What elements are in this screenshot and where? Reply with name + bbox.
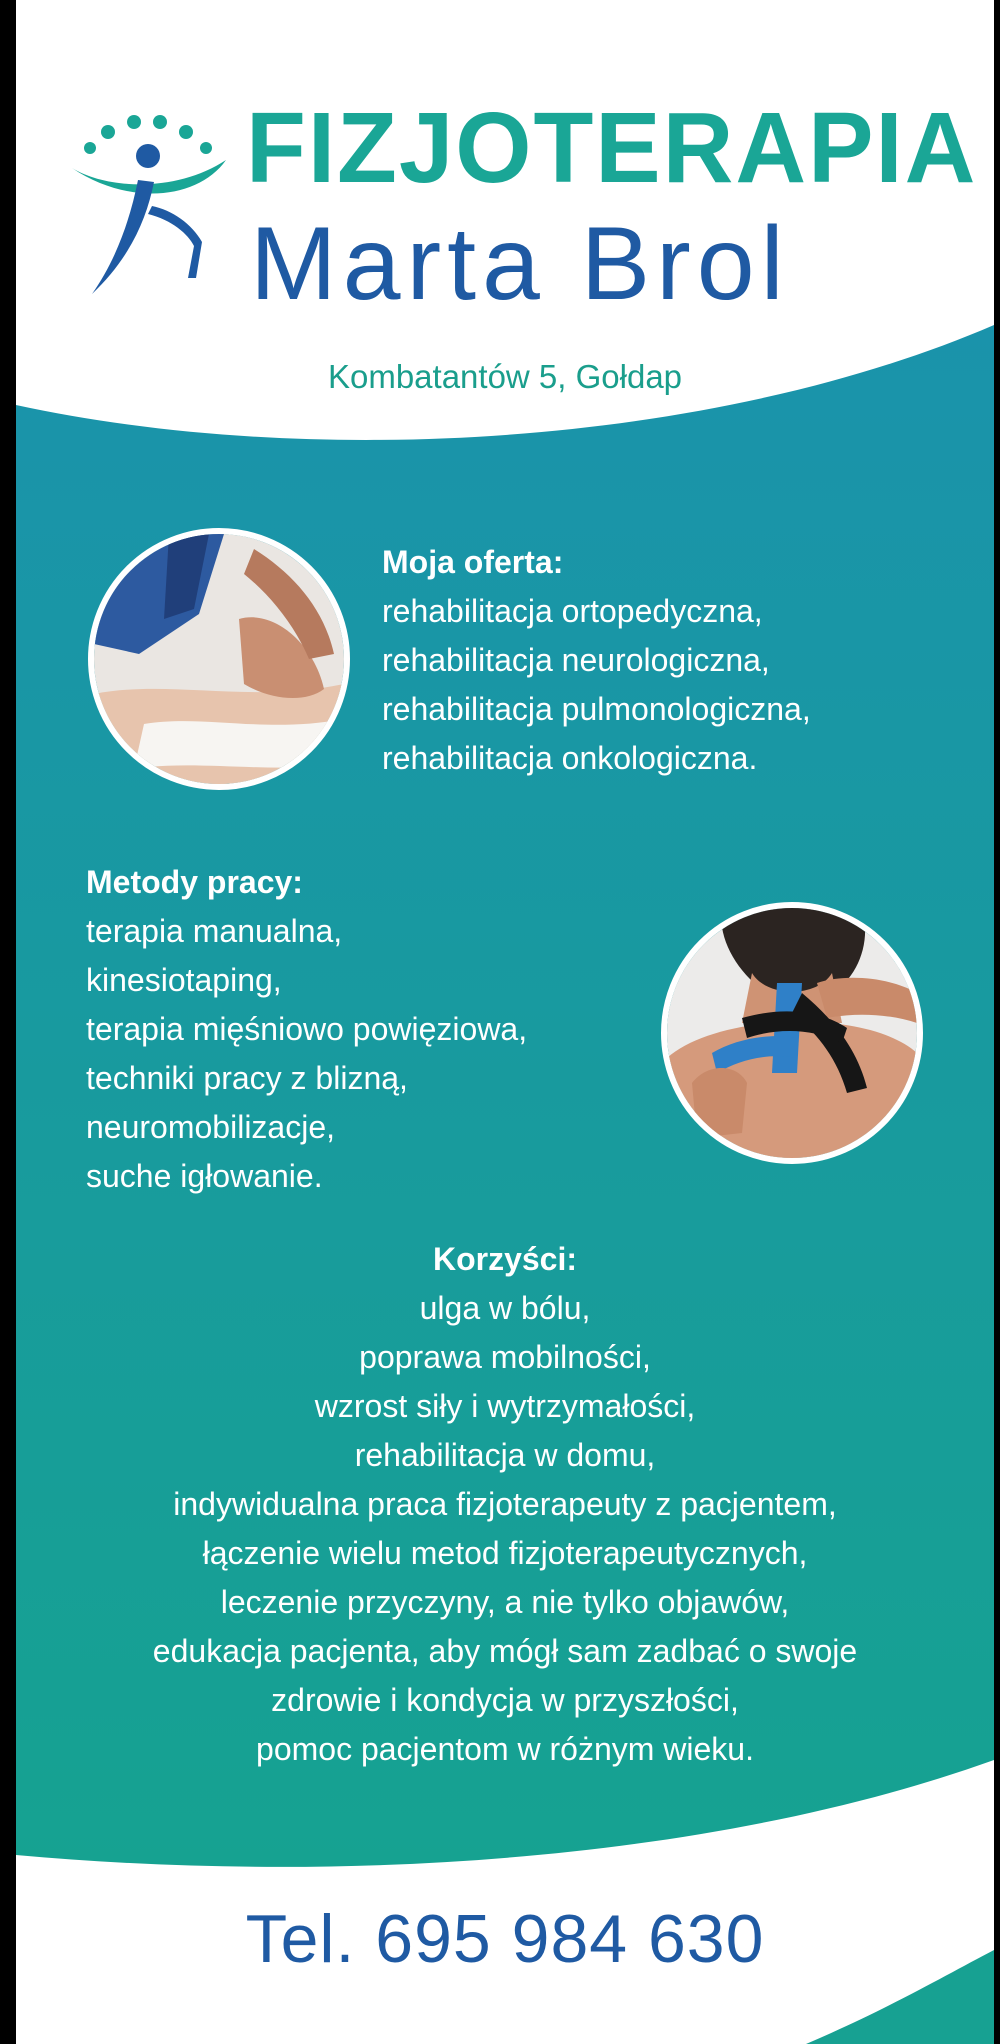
methods-section (86, 858, 527, 1201)
offer-item: rehabilitacja onkologiczna. (382, 740, 758, 776)
offer-item: rehabilitacja ortopedyczna, (382, 593, 763, 629)
brand-name: Marta Brol (250, 206, 790, 322)
methods-item: terapia manualna, (86, 913, 343, 949)
offer-list (382, 587, 811, 783)
kinesiotape-neck-photo (661, 902, 923, 1164)
methods-list (86, 907, 527, 1201)
benefits-item: leczenie przyczyny, a nie tylko objawów, (220, 1584, 790, 1620)
offer-item: rehabilitacja neurologiczna, (382, 642, 770, 678)
benefits-item: łączenie wielu metod fizjoterapeutycznych, (202, 1535, 808, 1571)
massage-photo (88, 528, 350, 790)
benefits-item: wzrost siły i wytrzymałości, (314, 1388, 696, 1424)
phone-number[interactable]: Tel. 695 984 630 (245, 1901, 765, 1977)
methods-item: techniki pracy z blizną, (86, 1060, 408, 1096)
offer-section (382, 538, 811, 783)
methods-item: terapia mięśniowo powięziowa, (86, 1011, 528, 1047)
offer-item: rehabilitacja pulmonologiczna, (382, 691, 811, 727)
benefits-item: ulga w bólu, (419, 1290, 591, 1326)
benefits-item: indywidualna praca fizjoterapeuty z pacjentem, (173, 1486, 837, 1522)
methods-item: kinesiotaping, (86, 962, 282, 998)
benefits-item: edukacja pacjenta, aby mógł sam zadbać o swoje (152, 1633, 858, 1669)
benefits-item: pomoc pacjentom w różnym wieku. (256, 1731, 754, 1767)
physiotherapy-figure-logo-icon (68, 110, 238, 300)
brand-title: FIZJOTERAPIA (246, 92, 978, 204)
address: Kombatantów 5, Gołdap (327, 358, 683, 395)
benefits-heading: Korzyści: (432, 1241, 578, 1277)
methods-item: suche igłowanie. (86, 1158, 323, 1194)
benefits-list (16, 1284, 994, 1774)
methods-item: neuromobilizacje, (86, 1109, 336, 1145)
methods-heading: Metody pracy: (86, 864, 303, 900)
benefits-item: zdrowie i kondycja w przyszłości, (271, 1682, 739, 1718)
benefits-item: rehabilitacja w domu, (354, 1437, 656, 1473)
benefits-item: poprawa mobilności, (359, 1339, 651, 1375)
flyer (16, 0, 994, 2044)
offer-heading: Moja oferta: (382, 544, 564, 580)
benefits-section (16, 1235, 994, 1774)
